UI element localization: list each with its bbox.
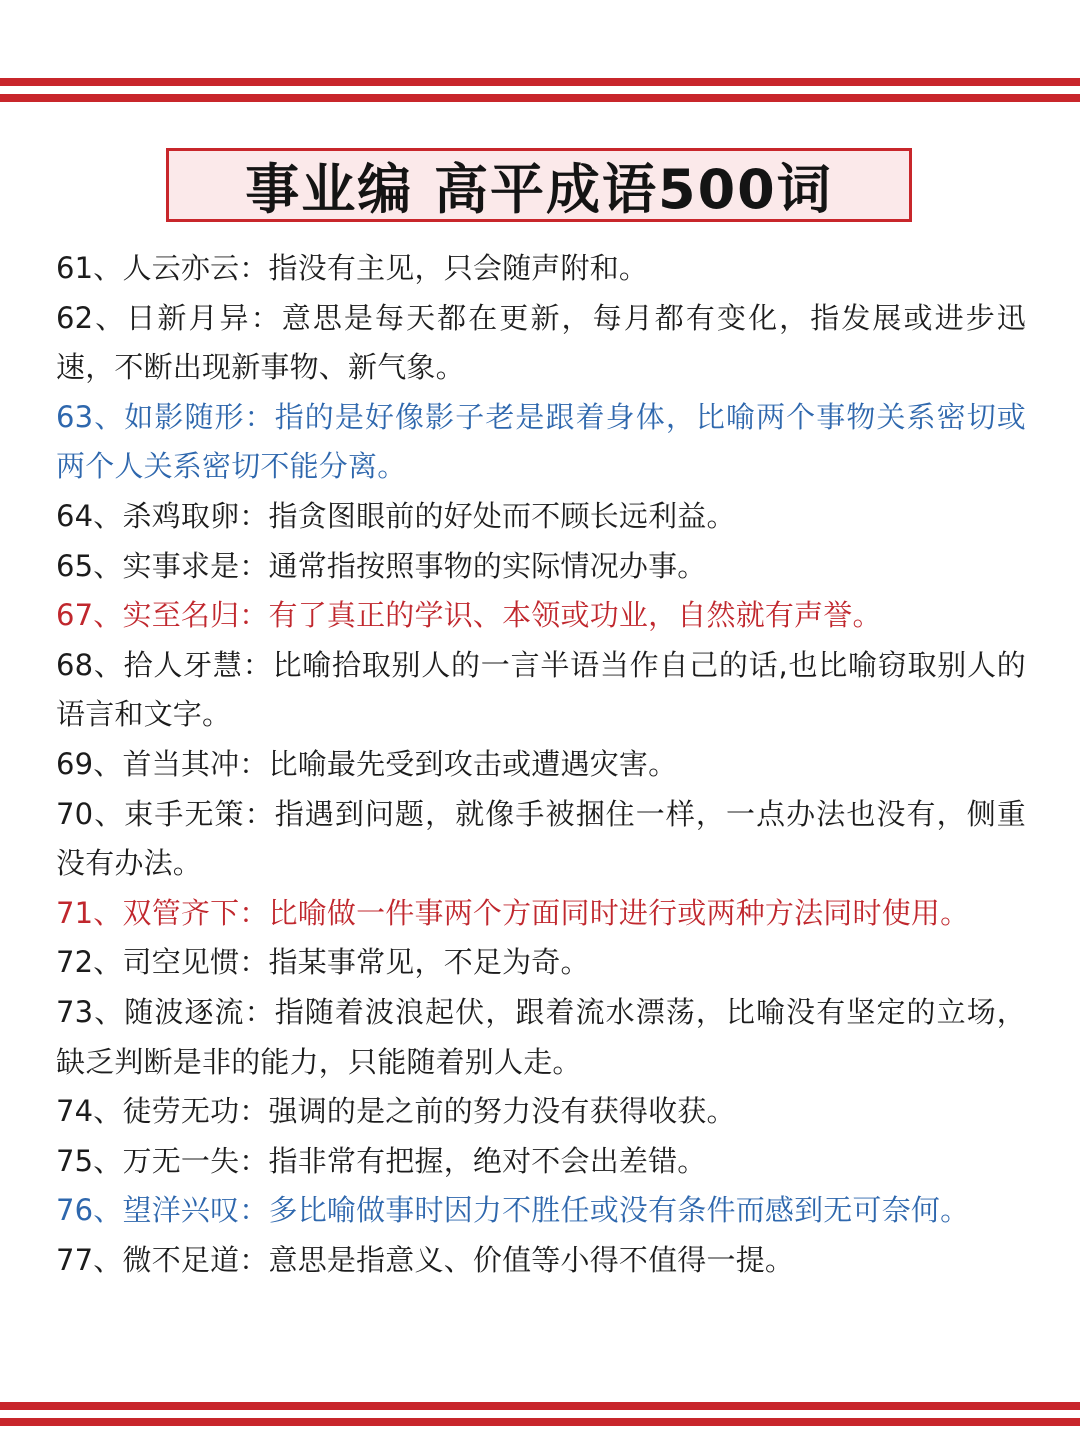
- idiom-entry-67: 67、实至名归：有了真正的学识、本领或功业，自然就有声誉。: [56, 598, 882, 633]
- idiom-entry-61: 61、人云亦云：指没有主见，只会随声附和。: [56, 251, 649, 285]
- idiom-entry-63: 63、如影随形：指的是好像影子老是跟着身体，比喻两个事物关系密切或两个人关系密切不能分离。: [56, 399, 1026, 484]
- top-rule-upper: [0, 78, 1080, 86]
- idiom-entry-77: 77、微不足道：意思是指意义、价值等小得不值得一提。: [56, 1242, 795, 1277]
- title-banner: [166, 148, 912, 222]
- bottom-rule-lower: [0, 1418, 1080, 1426]
- idiom-entry-69: 69、首当其冲：比喻最先受到攻击或遭遇灾害。: [56, 746, 678, 781]
- page-title: 事业编 高平成语500词: [245, 157, 833, 221]
- idiom-list: [56, 244, 1026, 1285]
- idiom-entry-68: 68、拾人牙慧：比喻拾取别人的一言半语当作自己的话,也比喻窃取别人的语言和文字。: [56, 647, 1026, 732]
- top-rule-lower: [0, 94, 1080, 102]
- idiom-entry-72: 72、司空见惯：指某事常见，不足为奇。: [56, 945, 590, 980]
- idiom-entry-70: 70、束手无策：指遇到问题，就像手被捆住一样，一点办法也没有，侧重没有办法。: [56, 796, 1026, 881]
- idiom-entry-64: 64、杀鸡取卵：指贪图眼前的好处而不顾长远利益。: [56, 498, 736, 533]
- idiom-entry-71: 71、双管齐下：比喻做一件事两个方面同时进行或两种方法同时使用。: [56, 895, 970, 930]
- idiom-entry-75: 75、万无一失：指非常有把握，绝对不会出差错。: [56, 1143, 707, 1178]
- idiom-entry-76: 76、望洋兴叹：多比喻做事时因力不胜任或没有条件而感到无可奈何。: [56, 1193, 970, 1228]
- idiom-entry-62: 62、日新月异：意思是每天都在更新，每月都有变化，指发展或进步迅速，不断出现新事物、新气象。: [56, 300, 1026, 385]
- idiom-entry-74: 74、徒劳无功：强调的是之前的努力没有获得收获。: [56, 1094, 736, 1129]
- idiom-entry-65: 65、实事求是：通常指按照事物的实际情况办事。: [56, 548, 707, 583]
- idiom-entry-73: 73、随波逐流：指随着波浪起伏，跟着流水漂荡，比喻没有坚定的立场，缺乏判断是非的能力，只能随着别人走。: [56, 994, 1026, 1079]
- bottom-rule-upper: [0, 1402, 1080, 1410]
